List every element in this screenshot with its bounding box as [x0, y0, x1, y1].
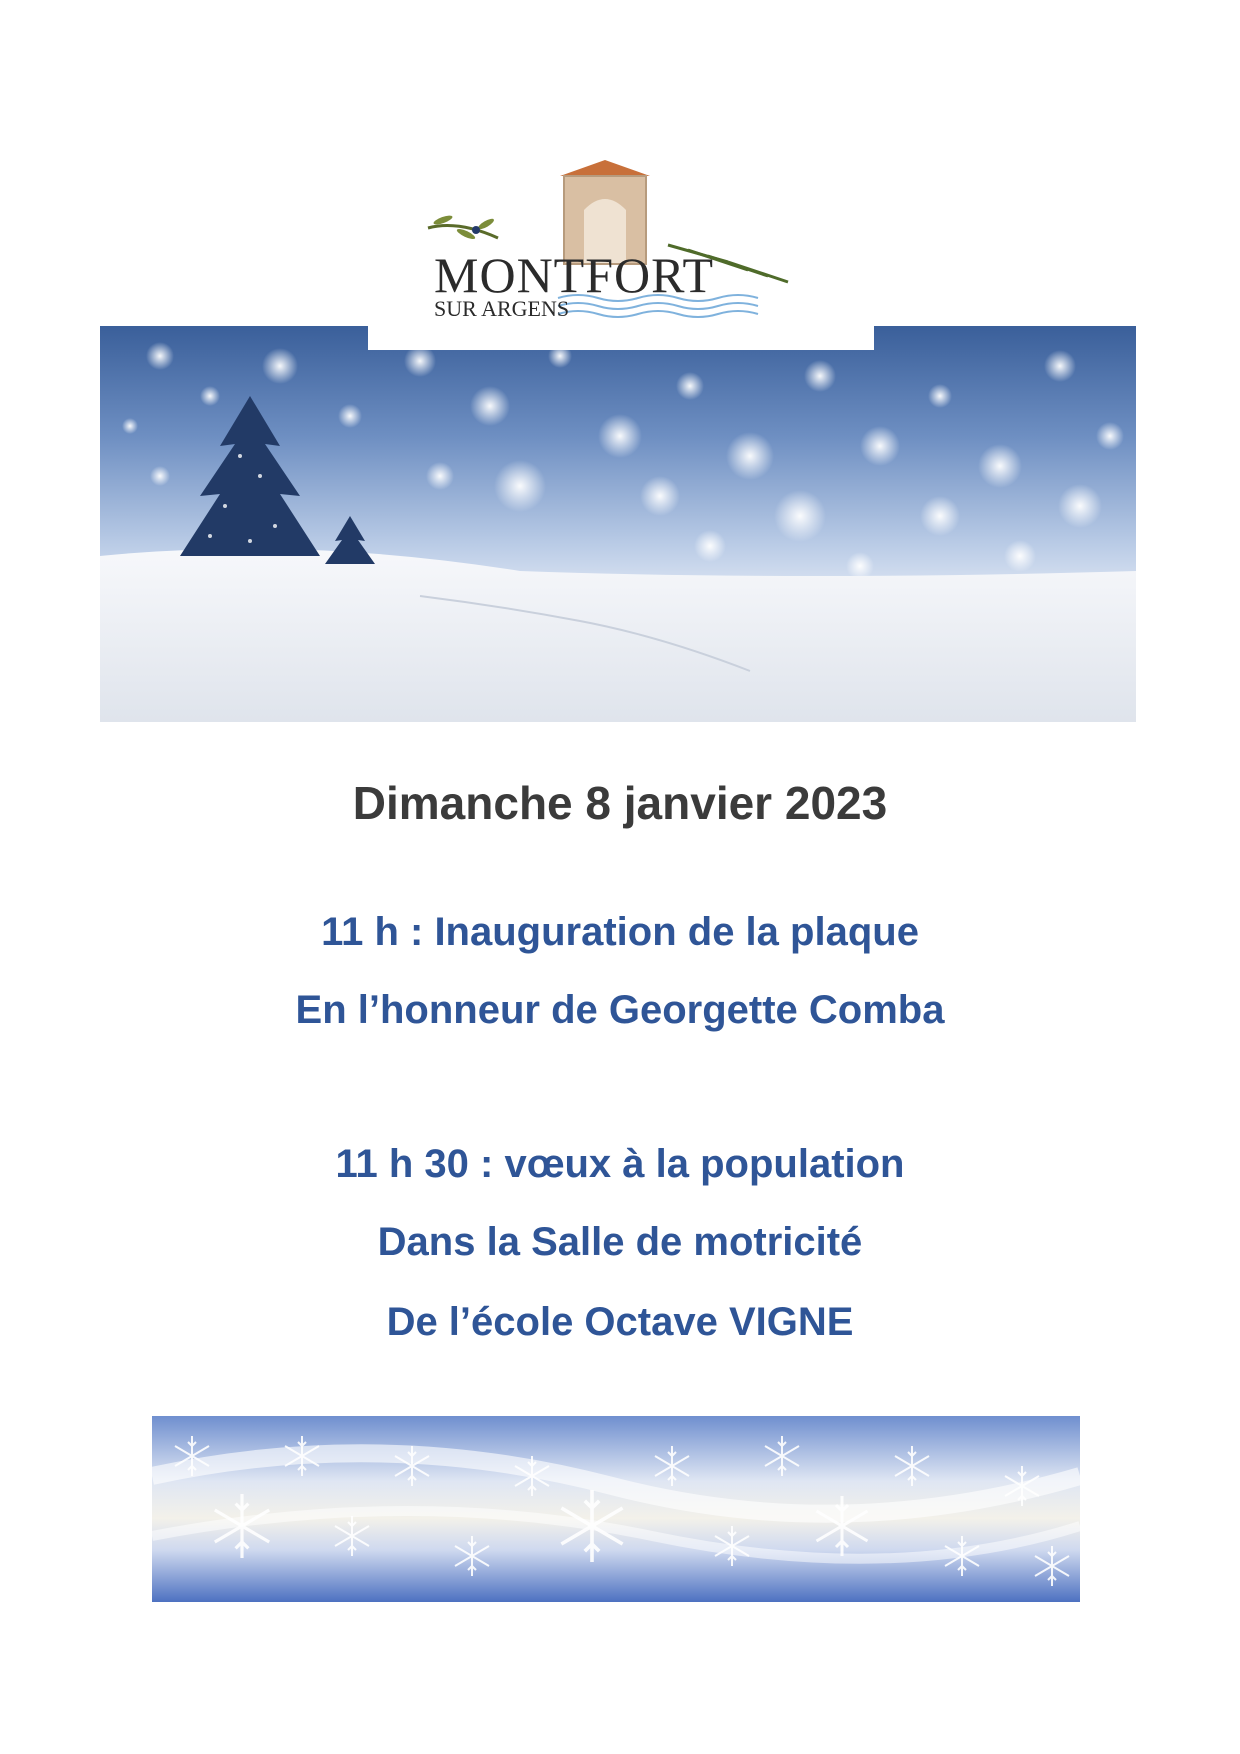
logo-subtitle: SUR ARGENS: [434, 296, 570, 321]
winter-scene-image: [100, 326, 1136, 722]
event-line-school: De l’école Octave VIGNE: [386, 1300, 854, 1344]
roof-icon: [560, 160, 650, 176]
logo-title: MONTFORT: [434, 247, 715, 303]
event-line-honour: En l’honneur de Georgette Comba: [295, 988, 945, 1032]
snow-ground: [100, 549, 1136, 722]
olive-branch-icon: [428, 214, 498, 241]
montfort-logo: [368, 150, 874, 350]
event-date: Dimanche 8 janvier 2023: [352, 777, 888, 829]
snowflake-banner-drawing: [152, 1416, 1080, 1602]
winter-scene-drawing: [100, 326, 1136, 722]
event-line-wishes: 11 h 30 : vœux à la population: [335, 1142, 905, 1186]
snowflake-banner-image: [152, 1416, 1080, 1602]
event-line-inauguration: 11 h : Inauguration de la plaque: [321, 910, 919, 954]
event-line-room: Dans la Salle de motricité: [377, 1220, 863, 1264]
